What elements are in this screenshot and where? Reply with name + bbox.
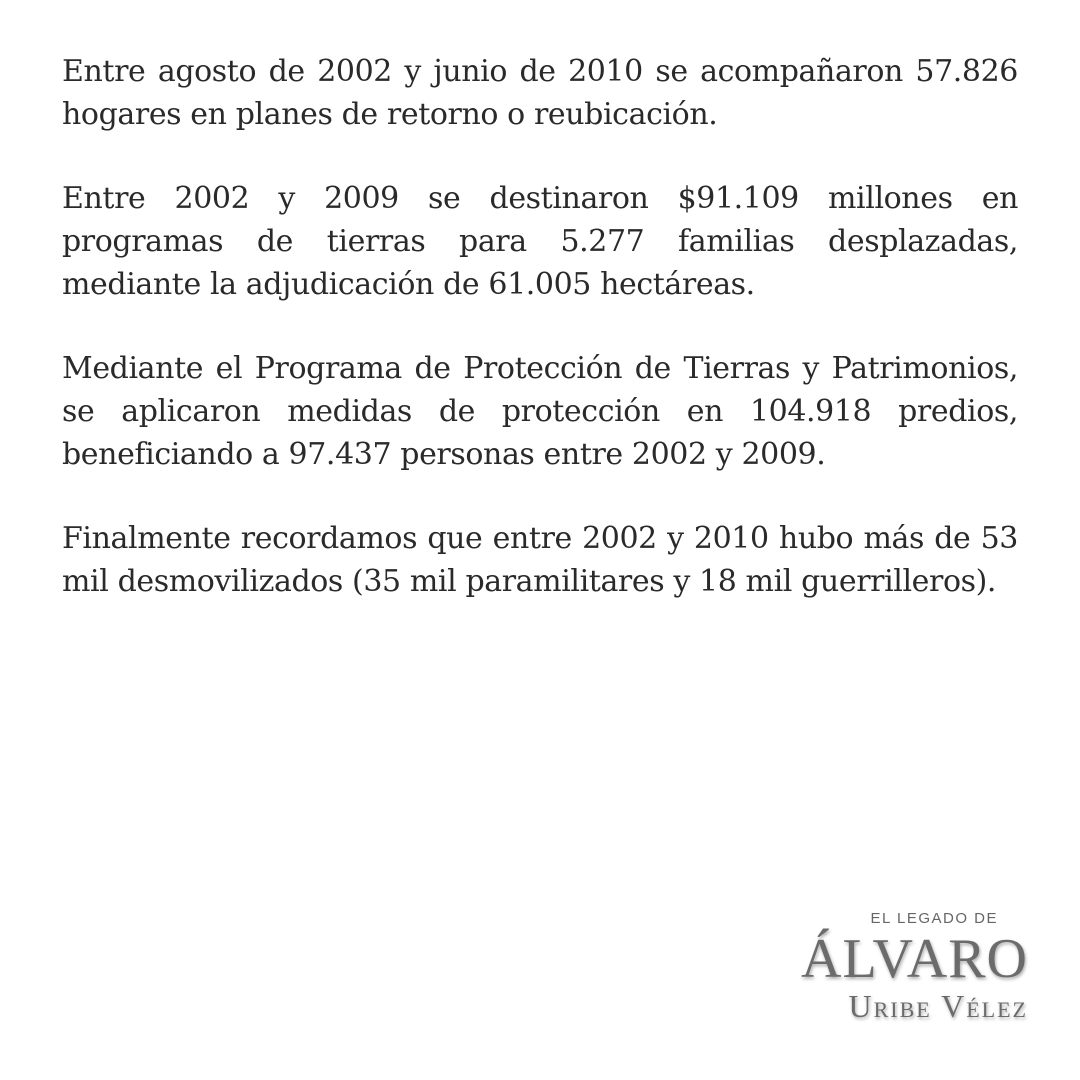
logo-first-name: ÁLVARO xyxy=(801,928,1028,990)
paragraph-returns: Entre agosto de 2002 y junio de 2010 se acompañaron 57.826 hogares en planes de retorno o reubicación. xyxy=(62,54,1018,132)
paragraph-demobilized: Finalmente recordamos que entre 2002 y 2010 hubo más de 53 mil desmovilizados (35 mil paramilitares y 18 mil guerrilleros). xyxy=(62,521,1018,599)
logo-tagline: EL LEGADO DE xyxy=(870,910,998,927)
logo-surname: Uribe Vélez xyxy=(848,988,1028,1024)
body-text xyxy=(62,50,1018,644)
brand-logo xyxy=(801,908,1028,1024)
paragraph-land-protection: Mediante el Programa de Protección de Tierras y Patrimonios, se aplicaron medidas de protección en 104.918 predios, beneficiando a 97.437 personas entre 2002 y 2009. xyxy=(62,351,1018,472)
paragraph-land-programs: Entre 2002 y 2009 se destinaron $91.109 millones en programas de tierras para 5.277 familias desplazadas, mediante la adjudicación de 61.005 hectáreas. xyxy=(62,181,1018,302)
